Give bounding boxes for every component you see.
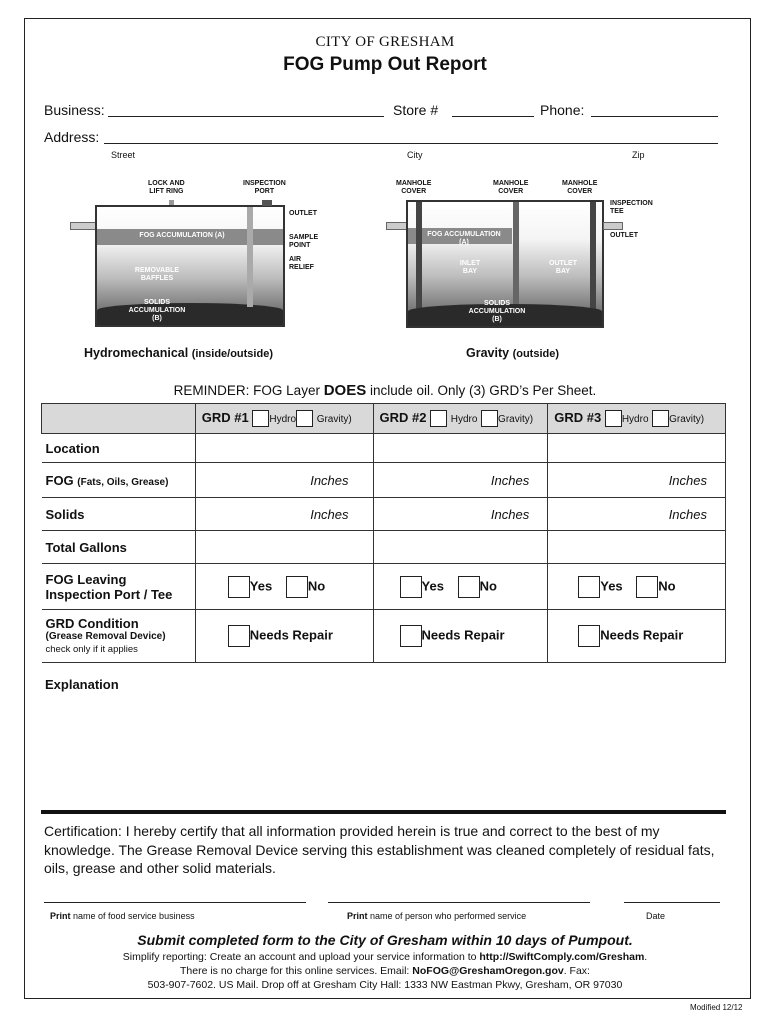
address-label: Address: (44, 129, 100, 145)
business-label: Business: (44, 102, 105, 118)
grd-3-needs-repair-checkbox[interactable] (578, 625, 600, 647)
grd-1-hydro-checkbox[interactable] (252, 410, 269, 427)
phone-label: Phone: (540, 102, 585, 118)
grd-3-total-field[interactable] (548, 531, 726, 564)
gravity-caption: Gravity (outside) (466, 346, 560, 360)
grd-2-solids-field[interactable]: Inches (373, 498, 548, 531)
section-divider (41, 810, 726, 814)
location-row (42, 434, 726, 463)
modified-date: Modified 12/12 (690, 1003, 743, 1012)
inspection-tee-icon (590, 202, 596, 312)
grd-2-fog-field[interactable]: Inches (373, 463, 548, 498)
grd-1-fog-field[interactable]: Inches (195, 463, 373, 498)
business-name-signature-line[interactable] (44, 902, 306, 903)
grd-2-header: GRD #2 Hydro Gravity) (373, 404, 548, 434)
inspection-tee-label: INSPECTION TEE (610, 200, 653, 215)
city-caption: City (407, 150, 423, 160)
submit-instructions: Submit completed form to the City of Gresham within 10 days of Pumpout. (137, 932, 633, 948)
grd-2-yes-checkbox[interactable] (400, 576, 422, 598)
store-field[interactable] (452, 116, 534, 117)
grd-1-condition: Needs Repair (195, 610, 373, 663)
mail-text: 503-907-7602. US Mail. Drop off at Gresham City Hall: 1333 NW Eastman Pkwy, Gresham, OR 97030 (147, 979, 623, 991)
online-reporting-text: Simplify reporting: Create an account and upload your service information to http://SwiftComply.com/Gresham. (122, 951, 648, 963)
gravity-outlet-pipe-icon (603, 222, 623, 230)
fog-row (42, 463, 726, 498)
grd-2-gravity-checkbox[interactable] (481, 410, 498, 427)
grd-2-total-field[interactable] (373, 531, 548, 564)
grd-3-gravity-checkbox[interactable] (652, 410, 669, 427)
address-field[interactable] (104, 143, 718, 144)
inspection-port-label: INSPECTION PORT (243, 180, 286, 195)
certification-text: Certification: I hereby certify that all information provided herein is true and correct to the best of my knowledge. The Grease Removal Device serving this establishment was cleaned completely of residual fats, oils, grease and other solid materials. (44, 823, 715, 876)
manhole-cover-label-1: MANHOLE COVER (396, 180, 432, 195)
grd-3-no-checkbox[interactable] (636, 576, 658, 598)
grd-3-location-field[interactable] (548, 434, 726, 463)
phone-field[interactable] (591, 116, 718, 117)
gravity-tank (406, 200, 604, 328)
fog-label: FOG (Fats, Oils, Grease) (42, 463, 196, 498)
grd-3-condition: Needs Repair (548, 610, 726, 663)
grd-1-leaving: Yes No (195, 564, 373, 610)
grd-3-leaving: Yes No (548, 564, 726, 610)
gravity-divider-icon (513, 202, 519, 312)
business-field[interactable] (108, 116, 384, 117)
location-label: Location (42, 434, 196, 463)
grd-header-row (42, 404, 726, 434)
date-signature-line[interactable] (624, 902, 720, 903)
header-blank (42, 404, 196, 434)
service-person-caption: Print name of person who performed service (347, 911, 527, 921)
grd-3-fog-field[interactable]: Inches (548, 463, 726, 498)
form-title: FOG Pump Out Report (283, 54, 487, 75)
grd-1-gravity-checkbox[interactable] (296, 410, 313, 427)
sample-point-label: SAMPLE POINT (289, 234, 319, 249)
gravity-outlet-label: OUTLET (610, 232, 638, 239)
manhole-cover-label-3: MANHOLE COVER (562, 180, 598, 195)
grd-2-hydro-checkbox[interactable] (430, 410, 447, 427)
grd-1-no-checkbox[interactable] (286, 576, 308, 598)
total-gallons-label: Total Gallons (42, 531, 196, 564)
zip-caption: Zip (632, 150, 645, 160)
grd-2-condition: Needs Repair (373, 610, 548, 663)
solids-row (42, 498, 726, 531)
hydro-outlet-label: OUTLET (289, 210, 317, 217)
explanation-field[interactable] (45, 695, 725, 805)
reminder-text: REMINDER: FOG Layer DOES include oil. Only (3) GRD’s Per Sheet. (173, 382, 597, 399)
city-name: CITY OF GRESHAM (315, 34, 455, 50)
outlet-bay-label: OUTLET BAY (549, 260, 577, 275)
grd-condition-row (42, 610, 726, 663)
grd-1-solids-field[interactable]: Inches (195, 498, 373, 531)
hydro-solids-label: SOLIDS ACCUMULATION (B) (128, 299, 186, 322)
grd-3-header: GRD #3 Hydro Gravity) (548, 404, 726, 434)
grd-3-yes-checkbox[interactable] (578, 576, 600, 598)
inlet-tee-icon (416, 202, 422, 320)
grd-2-no-checkbox[interactable] (458, 576, 480, 598)
business-name-caption: Print name of food service business (50, 911, 195, 921)
baffles-label: REMOVABLE BAFFLES (134, 267, 180, 282)
baffle-icon (247, 207, 253, 307)
fog-leaving-row (42, 564, 726, 610)
inspection-port-icon (262, 200, 272, 206)
gravity-solids-label: SOLIDS ACCUMULATION (B) (468, 300, 526, 323)
grd-2-leaving: Yes No (373, 564, 548, 610)
email-text: There is no charge for this online services. Email: NoFOG@GreshamOregon.gov. Fax: (180, 965, 590, 977)
grd-1-header: GRD #1 Hydro Gravity) (195, 404, 373, 434)
hydro-caption: Hydromechanical (inside/outside) (84, 346, 273, 360)
service-person-signature-line[interactable] (328, 902, 590, 903)
gravity-fog-label: FOG ACCUMULATION (A) (427, 231, 501, 246)
email-link[interactable]: NoFOG@GreshamOregon.gov (412, 965, 564, 977)
grd-condition-label: GRD Condition (Grease Removal Device) check only if it applies (42, 610, 196, 663)
swiftcomply-link[interactable]: http://SwiftComply.com/Gresham (479, 951, 645, 963)
grd-2-location-field[interactable] (373, 434, 548, 463)
manhole-cover-label-2: MANHOLE COVER (493, 180, 529, 195)
lock-ring-label: LOCK AND LIFT RING (148, 180, 185, 195)
street-caption: Street (111, 150, 136, 160)
hydro-tank (95, 205, 285, 327)
inlet-pipe-icon (70, 222, 98, 230)
grd-1-yes-checkbox[interactable] (228, 576, 250, 598)
solids-label: Solids (42, 498, 196, 531)
air-relief-label: AIR RELIEF (289, 256, 314, 271)
grd-1-location-field[interactable] (195, 434, 373, 463)
grd-table (41, 403, 726, 663)
grd-1-needs-repair-checkbox[interactable] (228, 625, 250, 647)
inlet-bay-label: INLET BAY (459, 260, 481, 275)
grd-2-needs-repair-checkbox[interactable] (400, 625, 422, 647)
total-gallons-row (42, 531, 726, 564)
explanation-label: Explanation (45, 677, 119, 692)
date-caption: Date (646, 911, 666, 921)
hydro-fog-label: FOG ACCUMULATION (A) (139, 232, 225, 239)
grd-3-solids-field[interactable]: Inches (548, 498, 726, 531)
fog-leaving-label: FOG Leaving Inspection Port / Tee (42, 564, 196, 610)
grd-3-hydro-checkbox[interactable] (605, 410, 622, 427)
store-label: Store # (393, 102, 439, 118)
grd-1-total-field[interactable] (195, 531, 373, 564)
